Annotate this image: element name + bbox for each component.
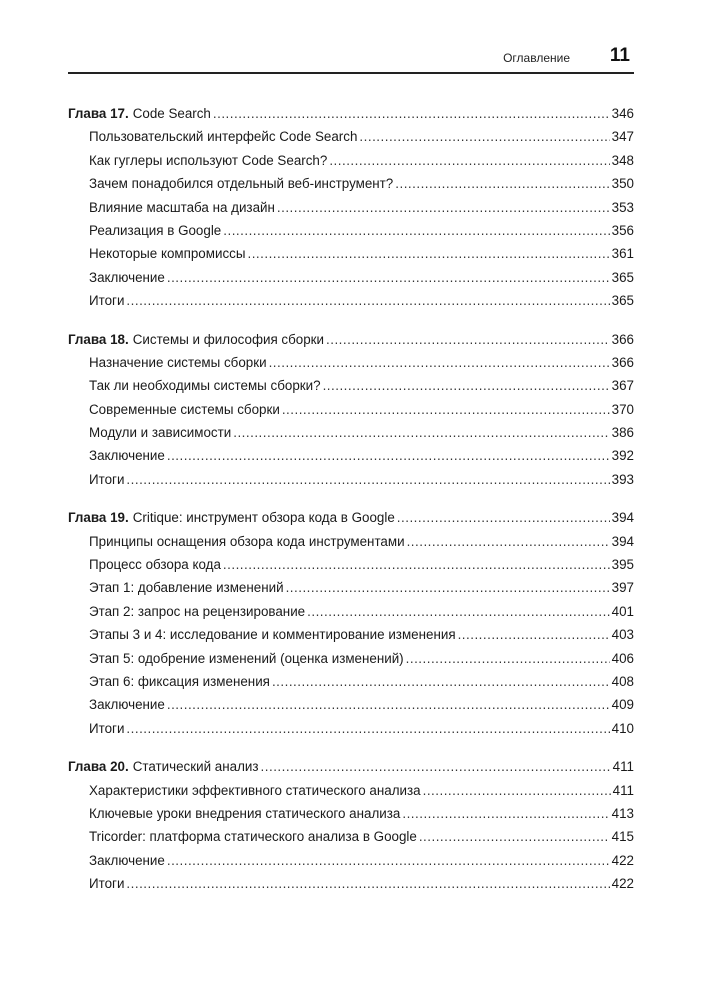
- section-entry[interactable]: [68, 647, 634, 670]
- section-title: Влияние масштаба на дизайн: [89, 199, 275, 215]
- section-page: 350: [611, 176, 634, 192]
- chapter-page: 366: [611, 331, 634, 347]
- section-page: 365: [611, 269, 634, 285]
- section-entry[interactable]: [68, 125, 634, 148]
- section-page: 401: [611, 603, 634, 619]
- dot-leader: [223, 219, 609, 242]
- section-entry[interactable]: [68, 693, 634, 716]
- section-page: 386: [611, 425, 634, 441]
- section-title: Реализация в Google: [89, 222, 222, 238]
- section-entry[interactable]: [68, 717, 634, 740]
- section-title: Этапы 3 и 4: исследование и комментирование изменения: [89, 627, 456, 643]
- chapter-label: Глава 17.: [68, 106, 129, 121]
- section-page: 408: [611, 673, 634, 689]
- section-page: 413: [611, 805, 634, 821]
- section-title: Этап 5: одобрение изменений (оценка изменений): [89, 650, 404, 666]
- chapter-label: Глава 20.: [68, 759, 129, 775]
- section-entry[interactable]: [68, 553, 634, 576]
- section-entry[interactable]: [68, 444, 634, 467]
- section-page: 347: [611, 129, 634, 145]
- chapter-title: Статический анализ: [132, 759, 259, 775]
- chapter-title: Critique: инструмент обзора кода в Google: [132, 510, 395, 526]
- dot-leader: [167, 849, 610, 872]
- dot-leader: [323, 374, 610, 397]
- section-entry[interactable]: [68, 196, 634, 219]
- dot-leader: [419, 825, 610, 848]
- section-page: 367: [611, 378, 634, 394]
- chapter-entry[interactable]: [68, 755, 634, 778]
- section-entry[interactable]: [68, 600, 634, 623]
- section-page: 370: [611, 401, 634, 417]
- dot-leader: [272, 670, 610, 693]
- header-title: Оглавление: [503, 51, 570, 65]
- section-entry[interactable]: [68, 623, 634, 646]
- section-entry[interactable]: [68, 576, 634, 599]
- dot-leader: [126, 468, 609, 491]
- section-page: 356: [611, 222, 634, 238]
- dot-leader: [282, 398, 610, 421]
- section-title: Так ли необходимы системы сборки?: [89, 378, 321, 394]
- dot-leader: [395, 172, 609, 195]
- chapter-entry[interactable]: [68, 506, 634, 529]
- chapter-title: Системы и философия сборки: [132, 331, 325, 347]
- dot-leader: [307, 600, 610, 623]
- dot-leader: [402, 802, 609, 825]
- section-entry[interactable]: [68, 242, 634, 265]
- section-title: Итоги: [89, 720, 125, 736]
- section-entry[interactable]: [68, 219, 634, 242]
- chapter-entry[interactable]: [68, 102, 634, 125]
- section-page: 361: [611, 246, 634, 262]
- section-page: 403: [611, 627, 634, 643]
- section-title: Итоги: [89, 876, 125, 892]
- section-title: Ключевые уроки внедрения статического анализа: [89, 805, 401, 821]
- dot-leader: [126, 289, 609, 312]
- section-entry[interactable]: [68, 398, 634, 421]
- dot-leader: [458, 623, 610, 646]
- section-title: Характеристики эффективного статического анализа: [89, 782, 421, 798]
- section-page: 392: [611, 448, 634, 464]
- section-entry[interactable]: [68, 802, 634, 825]
- section-title: Этап 1: добавление изменений: [89, 580, 284, 596]
- dot-leader: [407, 530, 610, 553]
- section-entry[interactable]: [68, 872, 634, 895]
- chapter-block: [68, 506, 634, 740]
- section-page: 366: [611, 354, 634, 370]
- section-page: 409: [611, 697, 634, 713]
- section-page: 422: [611, 852, 634, 868]
- chapter-page: 346: [611, 106, 634, 121]
- section-entry[interactable]: [68, 530, 634, 553]
- dot-leader: [167, 266, 610, 289]
- section-page: 393: [611, 471, 634, 487]
- section-title: Итоги: [89, 471, 125, 487]
- dot-leader: [269, 351, 610, 374]
- section-title: Заключение: [89, 697, 165, 713]
- dot-leader: [406, 647, 610, 670]
- section-page: 365: [611, 293, 634, 309]
- chapter-entry[interactable]: [68, 328, 634, 351]
- chapter-block: [68, 328, 634, 492]
- dot-leader: [359, 125, 609, 148]
- section-title: Заключение: [89, 852, 165, 868]
- page-number: 11: [609, 45, 630, 66]
- section-title: Некоторые компромиссы: [89, 246, 246, 262]
- section-page: 394: [611, 533, 634, 549]
- section-title: Принципы оснащения обзора кода инструментами: [89, 533, 405, 549]
- section-title: Заключение: [89, 448, 165, 464]
- section-entry[interactable]: [68, 351, 634, 374]
- section-entry[interactable]: [68, 670, 634, 693]
- section-page: 353: [611, 199, 634, 215]
- dot-leader: [397, 506, 610, 529]
- section-entry[interactable]: [68, 825, 634, 848]
- section-title: Заключение: [89, 269, 165, 285]
- section-page: 397: [611, 580, 634, 596]
- chapter-block: [68, 755, 634, 895]
- section-title: Процесс обзора кода: [89, 557, 221, 573]
- section-title: Модули и зависимости: [89, 425, 232, 441]
- dot-leader: [233, 421, 609, 444]
- chapter-label: Глава 19.: [68, 510, 129, 526]
- section-page: 422: [611, 876, 634, 892]
- section-entry[interactable]: [68, 289, 634, 312]
- dot-leader: [277, 196, 610, 219]
- section-entry[interactable]: [68, 266, 634, 289]
- section-entry[interactable]: [68, 849, 634, 872]
- dot-leader: [167, 444, 610, 467]
- dot-leader: [329, 149, 609, 172]
- section-page: 348: [611, 152, 634, 168]
- chapter-title: Code Search: [132, 106, 211, 121]
- chapter-page: 411: [612, 759, 634, 775]
- dot-leader: [423, 779, 611, 802]
- running-header: [68, 44, 634, 74]
- section-title: Этап 6: фиксация изменения: [89, 673, 270, 689]
- section-entry[interactable]: [68, 374, 634, 397]
- section-title: Современные системы сборки: [89, 401, 280, 417]
- chapter-page: 394: [611, 510, 634, 526]
- dot-leader: [126, 872, 609, 895]
- section-title: Итоги: [89, 293, 125, 309]
- dot-leader: [261, 755, 611, 778]
- section-title: Зачем понадобился отдельный веб-инструмент?: [89, 176, 394, 192]
- section-page: 410: [611, 720, 634, 736]
- chapter-block: [68, 102, 634, 313]
- section-entry[interactable]: [68, 149, 634, 172]
- chapter-label: Глава 18.: [68, 331, 129, 347]
- section-title: Tricorder: платформа статического анализа в Google: [89, 829, 417, 845]
- section-entry[interactable]: [68, 172, 634, 195]
- section-page: 395: [611, 557, 634, 573]
- section-title: Как гуглеры используют Code Search?: [89, 152, 328, 168]
- dot-leader: [126, 717, 609, 740]
- section-entry[interactable]: [68, 468, 634, 491]
- section-title: Пользовательский интерфейс Code Search: [89, 129, 358, 145]
- section-page: 406: [611, 650, 634, 666]
- section-entry[interactable]: [68, 421, 634, 444]
- dot-leader: [286, 576, 610, 599]
- section-page: 415: [611, 829, 634, 845]
- section-title: Назначение системы сборки: [89, 354, 267, 370]
- dot-leader: [247, 242, 609, 265]
- section-page: 411: [612, 782, 634, 798]
- dot-leader: [223, 553, 610, 576]
- section-title: Этап 2: запрос на рецензирование: [89, 603, 306, 619]
- table-of-contents: [68, 102, 634, 911]
- section-entry[interactable]: [68, 779, 634, 802]
- dot-leader: [213, 102, 610, 125]
- dot-leader: [326, 328, 610, 351]
- dot-leader: [167, 693, 610, 716]
